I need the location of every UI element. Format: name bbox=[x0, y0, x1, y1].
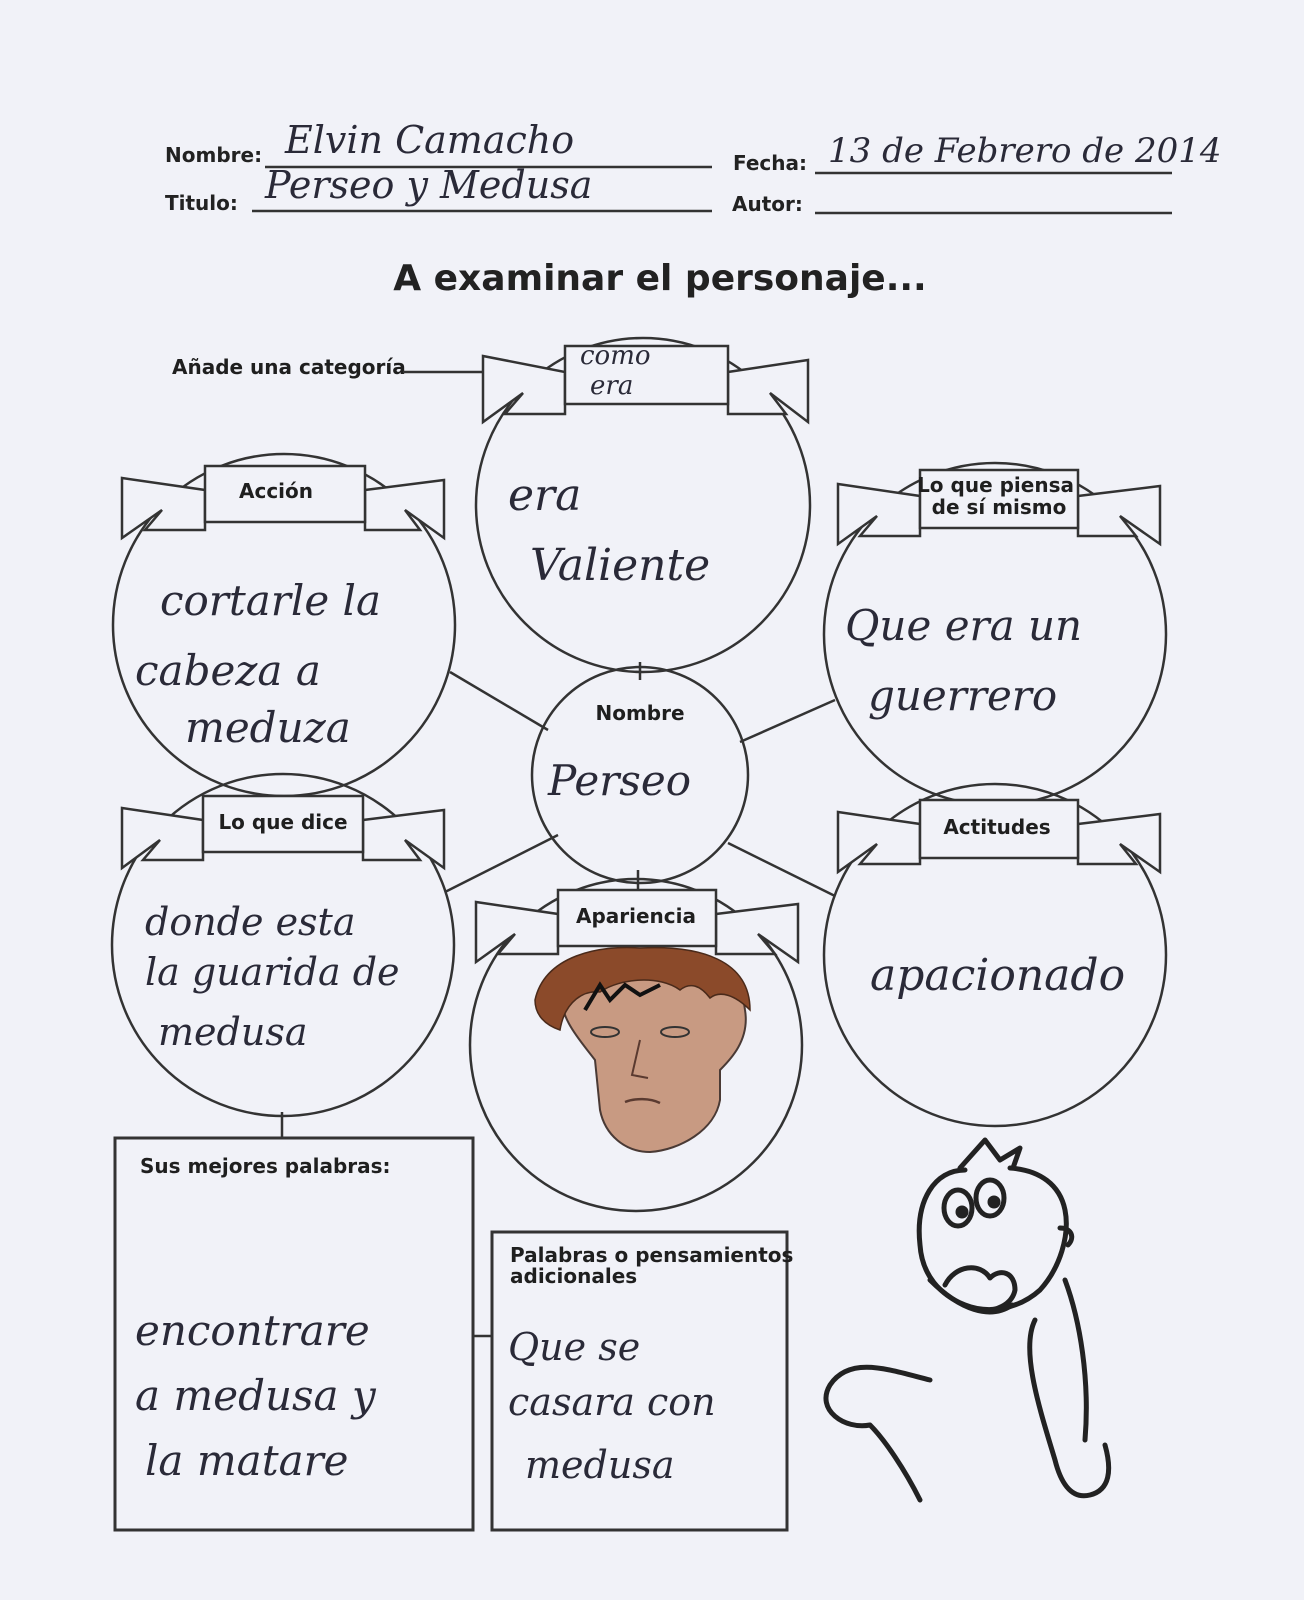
title-label: Titulo: bbox=[165, 191, 238, 215]
apariencia-label: Apariencia bbox=[575, 904, 697, 928]
best-words-box bbox=[115, 1138, 473, 1530]
page-heading: A examinar el personaje... bbox=[393, 258, 927, 299]
center-answer[interactable]: Perseo bbox=[548, 756, 692, 805]
bubble-apariencia bbox=[470, 879, 802, 1211]
dice-answer[interactable]: donde esta la guarida de medusa bbox=[145, 900, 400, 1054]
accion-label: Acción bbox=[238, 479, 314, 503]
bubble-accion bbox=[113, 454, 455, 796]
title-value[interactable]: Perseo y Medusa bbox=[265, 163, 593, 207]
date-value[interactable]: 13 de Febrero de 2014 bbox=[828, 131, 1222, 171]
top-label[interactable]: como era bbox=[580, 341, 651, 401]
surprised-figure-illustration bbox=[826, 1140, 1109, 1500]
additional-label: Palabras o pensamientos adicionales bbox=[510, 1243, 794, 1288]
top-answer[interactable]: era Valiente bbox=[508, 470, 711, 591]
author-label: Autor: bbox=[732, 192, 803, 216]
date-label: Fecha: bbox=[733, 151, 808, 175]
center-label: Nombre bbox=[595, 701, 685, 725]
name-value[interactable]: Elvin Camacho bbox=[285, 118, 575, 162]
accion-answer[interactable]: cortarle la cabeza a meduza bbox=[135, 576, 381, 752]
additional-box bbox=[492, 1232, 800, 1530]
actitudes-label: Actitudes bbox=[943, 815, 1051, 839]
dice-label: Lo que dice bbox=[218, 810, 348, 834]
best-words-label: Sus mejores palabras: bbox=[140, 1154, 391, 1178]
piensa-answer[interactable]: Que era un guerrero bbox=[845, 601, 1083, 720]
bubble-top bbox=[476, 338, 810, 672]
name-label: Nombre: bbox=[165, 143, 263, 167]
bubble-center bbox=[532, 667, 748, 883]
bubble-piensa bbox=[824, 463, 1166, 805]
additional-answer[interactable]: Que se casara con medusa bbox=[508, 1325, 716, 1487]
add-category-label: Añade una categoría bbox=[172, 355, 406, 379]
bubble-actitudes bbox=[824, 784, 1166, 1126]
drawn-face-image bbox=[535, 948, 750, 1152]
piensa-label: Lo que piensa de sí mismo bbox=[917, 473, 1074, 519]
actitudes-answer[interactable]: apacionado bbox=[870, 950, 1126, 1001]
bubble-dice bbox=[112, 774, 454, 1116]
best-words-answer[interactable]: encontrare a medusa y la matare bbox=[135, 1306, 376, 1485]
